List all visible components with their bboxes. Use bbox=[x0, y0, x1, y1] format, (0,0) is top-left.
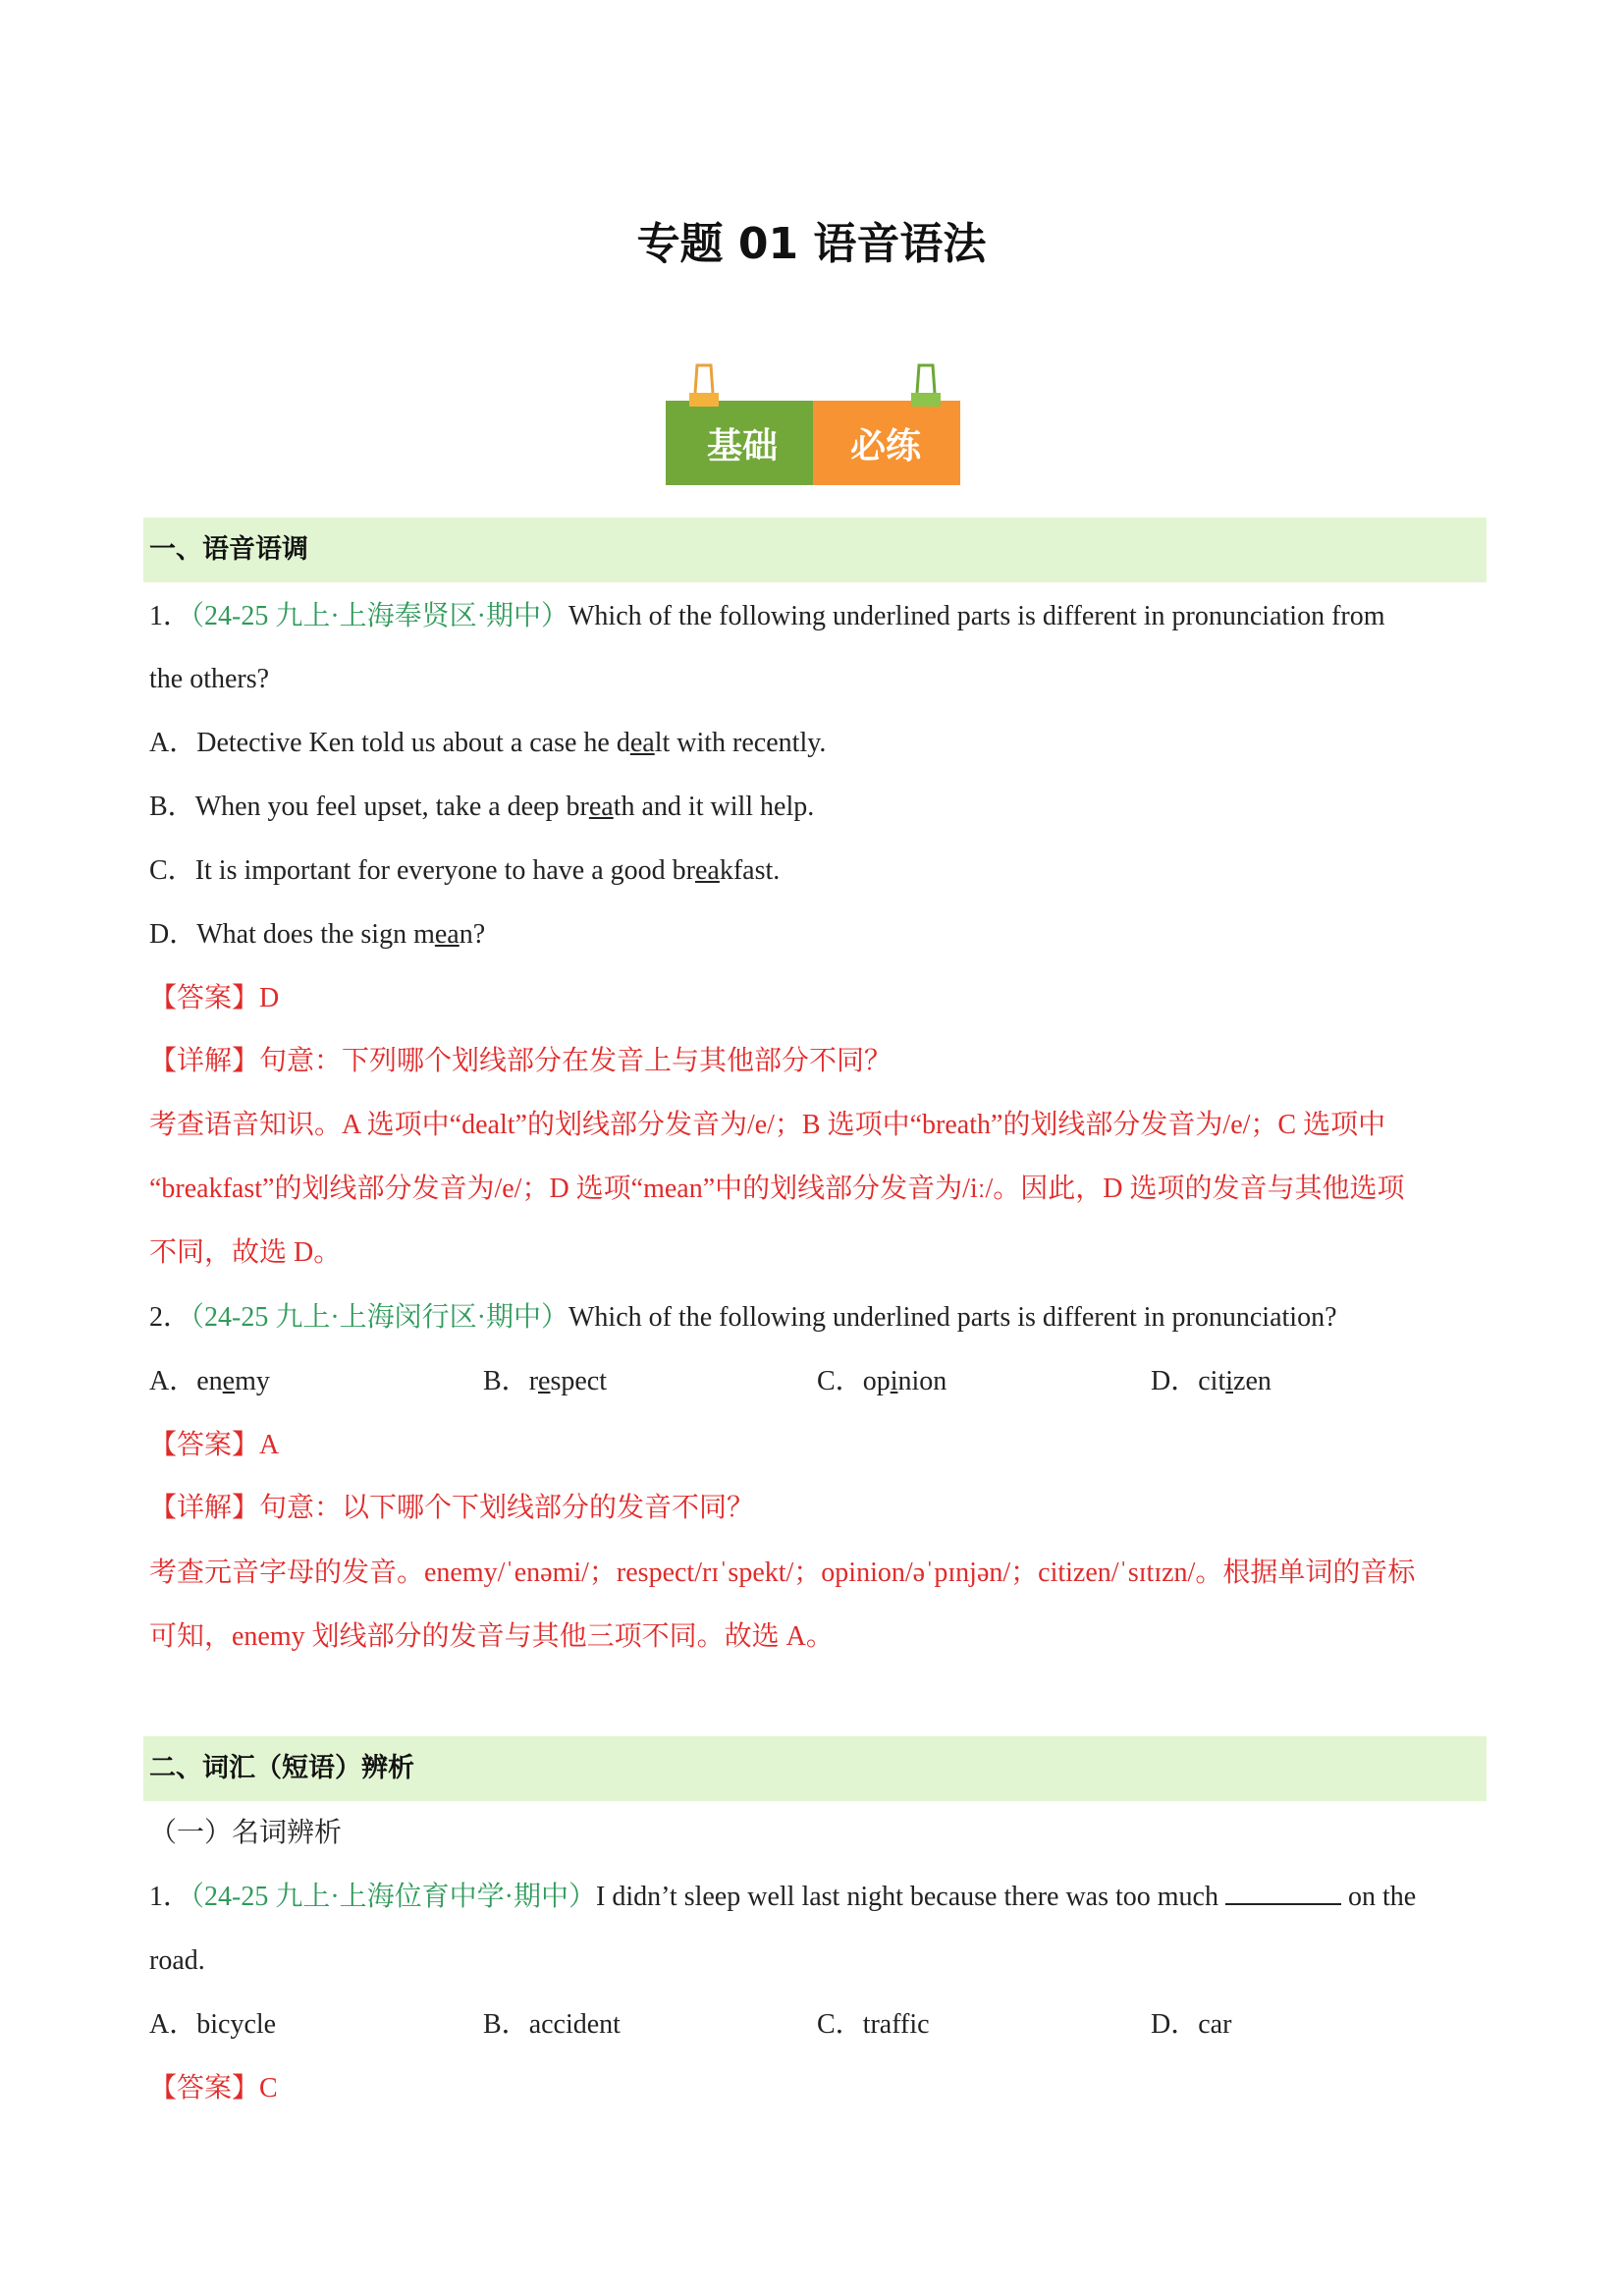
explanation-line: 考查语音知识。A 选项中“dealt”的划线部分发音为/e/；B 选项中“breath”的划线部分发音为/e/；C 选项中 bbox=[149, 1110, 1386, 1140]
question-stem: 2．（24-25 九上·上海闵行区·期中）Which of the following underlined parts is different in pronunciation? bbox=[149, 1302, 1337, 1333]
answer-blank bbox=[1225, 1880, 1341, 1905]
option-b: B．accident bbox=[483, 2009, 621, 2040]
option-b: B．respect bbox=[483, 1366, 607, 1396]
option-c: C．It is important for everyone to have a good breakfast. bbox=[149, 855, 781, 886]
option-c: C．opinion bbox=[817, 1366, 947, 1396]
section-badge bbox=[666, 361, 966, 489]
question-stem: 1．（24-25 九上·上海奉贤区·期中）Which of the following underlined parts is different in pronunciation from bbox=[149, 601, 1385, 631]
subsection-heading: （一）名词辨析 bbox=[149, 1818, 343, 1848]
explanation-line: 不同，故选 D。 bbox=[149, 1237, 342, 1268]
option-d: D．car bbox=[1151, 2009, 1232, 2040]
question-stem-cont: road. bbox=[149, 1945, 205, 1976]
question-stem: 1．（24-25 九上·上海位育中学·期中）I didn’t sleep well last night because there was too much on the bbox=[149, 1882, 1417, 1912]
explanation-line: 考查元音字母的发音。enemy/ˈenəmi/；respect/rɪˈspekt/；opinion/əˈpɪnjən/；citizen/ˈsɪtɪzn/。根据单词的音标 bbox=[149, 1558, 1416, 1588]
question-source: （24-25 九上·上海闵行区·期中） bbox=[190, 1302, 568, 1333]
detail: 【详解】句意：下列哪个划线部分在发音上与其他部分不同？ bbox=[149, 1046, 893, 1076]
option-a: A．Detective Ken told us about a case he dealt with recently. bbox=[149, 728, 827, 758]
explanation-line: “breakfast”的划线部分发音为/e/；D 选项“mean”中的划线部分发音为/iː/。因此，D 选项的发音与其他选项 bbox=[149, 1174, 1405, 1204]
binder-clip-icon bbox=[911, 365, 941, 407]
explanation-line: 可知，enemy 划线部分的发音与其他三项不同。故选 A。 bbox=[149, 1621, 834, 1652]
option-d: D．citizen bbox=[1151, 1366, 1271, 1396]
option-b: B．When you feel upset, take a deep breath and it will help. bbox=[149, 792, 815, 822]
option-a: A．enemy bbox=[149, 1366, 270, 1396]
option-a: A．bicycle bbox=[149, 2009, 277, 2040]
option-c: C．traffic bbox=[817, 2009, 930, 2040]
section-heading: 一、语音语调 bbox=[143, 518, 1487, 582]
badge-right-text: 必练 bbox=[849, 426, 922, 466]
question-source: （24-25 九上·上海位育中学·期中） bbox=[190, 1882, 596, 1912]
answer: 【答案】A bbox=[149, 1430, 280, 1460]
section-heading: 二、词汇（短语）辨析 bbox=[143, 1736, 1487, 1801]
answer: 【答案】C bbox=[149, 2073, 278, 2104]
option-d: D．What does the sign mean? bbox=[149, 919, 486, 950]
badge-left-text: 基础 bbox=[706, 426, 779, 466]
page-title: 专题 01 语音语法 bbox=[636, 219, 987, 269]
detail: 【详解】句意：以下哪个下划线部分的发音不同？ bbox=[149, 1493, 755, 1523]
question-stem-cont: the others? bbox=[149, 664, 270, 694]
answer: 【答案】D bbox=[149, 983, 280, 1013]
question-source: （24-25 九上·上海奉贤区·期中） bbox=[190, 601, 568, 631]
binder-clip-icon bbox=[689, 365, 719, 407]
